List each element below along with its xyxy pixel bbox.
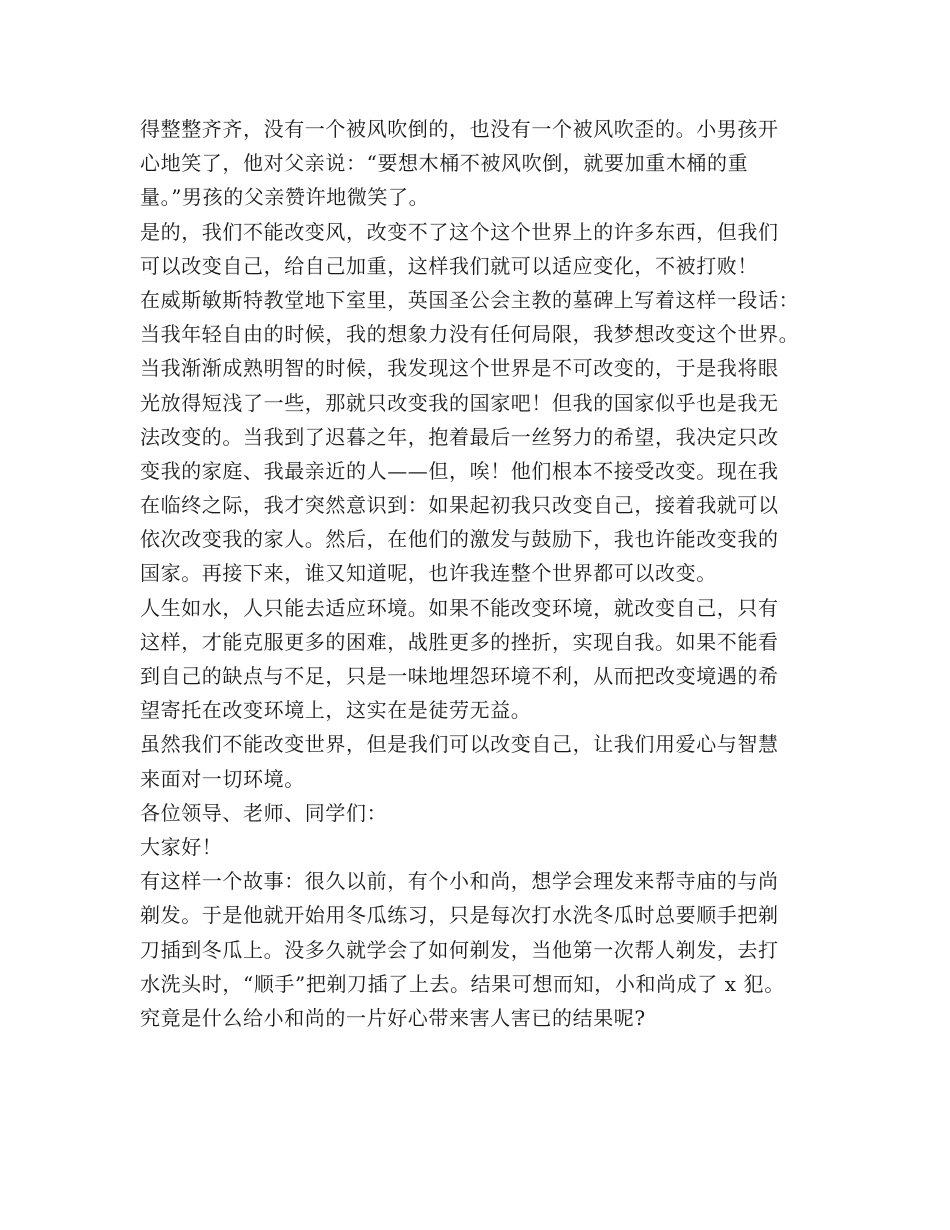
text-line: 依次改变我的家人。然后，在他们的激发与鼓励下，我也许能改变我的 xyxy=(140,527,779,552)
text-line: 法改变的。当我到了迟暮之年，抱着最后一丝努力的希望，我决定只改 xyxy=(140,424,779,449)
text-line: 人生如水，人只能去适应环境。如果不能改变环境，就改变自己，只有 xyxy=(140,595,779,620)
text-line: 在临终之际，我才突然意识到：如果起初我只改变自己，接着我就可以 xyxy=(140,493,779,518)
text-line: 有这样一个故事：很久以前，有个小和尚，想学会理发来帮寺庙的与尚 xyxy=(140,869,779,894)
text-line: 光放得短浅了一些，那就只改变我的国家吧！但我的国家似乎也是我无 xyxy=(140,390,779,415)
text-line: 来面对一切环境。 xyxy=(140,766,305,791)
text-line: 是的，我们不能改变风，改变不了这个这个世界上的许多东西，但我们 xyxy=(140,219,779,244)
text-line: 究竟是什么给小和尚的一片好心带来害人害已的结果呢? xyxy=(140,1005,646,1030)
text-line: 在威斯敏斯特教堂地下室里，英国圣公会主教的墓碑上写着这样一段话： xyxy=(140,287,800,312)
text-line: 得整整齐齐，没有一个被风吹倒的，也没有一个被风吹歪的。小男孩开 xyxy=(140,117,779,141)
text-line: 这样，才能克服更多的困难，战胜更多的挫折，实现自我。如果不能看 xyxy=(140,629,779,654)
text-line: 量。”男孩的父亲赞许地微笑了。 xyxy=(140,185,430,210)
text-line: 可以改变自己，给自己加重，这样我们就可以适应变化，不被打败！ xyxy=(140,253,758,278)
text-line: 望寄托在改变环境上，这实在是徒劳无益。 xyxy=(140,698,532,723)
text-line: 虽然我们不能改变世界，但是我们可以改变自己，让我们用爱心与智慧 xyxy=(140,732,779,757)
greeting-line: 大家好！ xyxy=(140,834,223,859)
text-line: 水洗头时，“顺手”把剃刀插了上去。结果可想而知，小和尚成了 x 犯。 xyxy=(140,971,785,996)
text-line: 当我年轻自由的时候，我的想象力没有任何局限，我梦想改变这个世界。 xyxy=(140,322,800,347)
text-line: 变我的家庭、我最亲近的人——但，唉！他们根本不接受改变。现在我 xyxy=(140,458,779,483)
text-line: 刀插到冬瓜上。没多久就学会了如何剃发，当他第一次帮人剃发，去打 xyxy=(140,937,779,962)
text-line: 剃发。于是他就开始用冬瓜练习，只是每次打水洗冬瓜时总要顺手把剃 xyxy=(140,903,779,928)
text-line: 心地笑了，他对父亲说：“要想木桶不被风吹倒，就要加重木桶的重 xyxy=(140,151,749,176)
document-body xyxy=(140,112,830,1035)
text-line: 到自己的缺点与不足，只是一味地埋怨环境不利，从而把改变境遇的希 xyxy=(140,664,779,688)
text-line: 当我渐渐成熟明智的时候，我发现这个世界是不可改变的，于是我将眼 xyxy=(140,356,779,381)
text-line: 国家。再接下来，谁又知道呢，也许我连整个世界都可以改变。 xyxy=(140,561,717,586)
salutation-line: 各位领导、老师、同学们： xyxy=(140,800,388,825)
